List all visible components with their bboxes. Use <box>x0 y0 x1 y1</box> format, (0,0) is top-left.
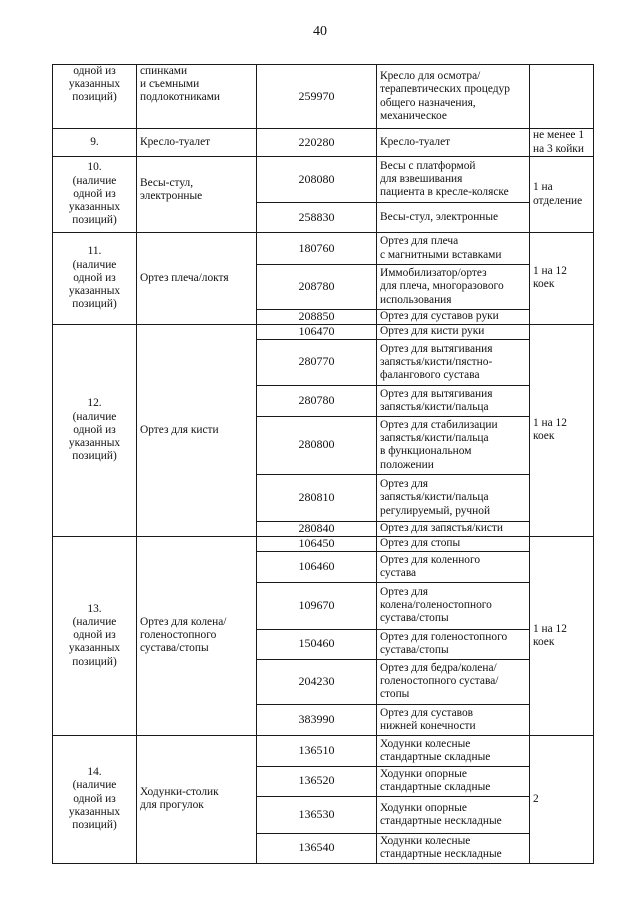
code-cell: 180760 <box>257 233 377 265</box>
code-cell: 106450 <box>257 536 377 551</box>
equipment-name-cell: Ортез для кисти <box>137 324 257 536</box>
code-cell: 259970 <box>257 65 377 129</box>
item-name-cell: Ортез для суставов руки <box>377 310 530 325</box>
table-row <box>53 324 594 339</box>
row-number-cell: 13. (наличие одной из указанных позиций) <box>53 536 137 735</box>
code-cell: 280770 <box>257 339 377 385</box>
item-name-cell: Ортез для стабилизации запястья/кисти/пальца в функциональном положении <box>377 416 530 474</box>
item-name-cell: Ортез для голеностопного сустава/стопы <box>377 629 530 659</box>
item-name-cell: Ортез для запястья/кисти <box>377 521 530 536</box>
page-number: 40 <box>313 24 327 39</box>
equipment-name-cell: Кресло-туалет <box>137 129 257 157</box>
item-name-cell: Ходунки колесные стандартные складные <box>377 735 530 766</box>
table-row <box>53 65 594 129</box>
item-name-cell: Ортез для запястья/кисти/пальца регулируемый, ручной <box>377 474 530 521</box>
equipment-name-cell: Ортез для колена/ голеностопного сустава/стопы <box>137 536 257 735</box>
row-number-cell: 9. <box>53 129 137 157</box>
item-name-cell: Ортез для стопы <box>377 536 530 551</box>
equipment-table <box>52 64 594 864</box>
code-cell: 150460 <box>257 629 377 659</box>
item-name-cell: Ортез для коленного сустава <box>377 551 530 582</box>
code-cell: 220280 <box>257 129 377 157</box>
item-name-cell: Весы с платформой для взвешивания пациента в кресле-коляске <box>377 157 530 203</box>
row-number-cell: 14. (наличие одной из указанных позиций) <box>53 735 137 863</box>
item-name-cell: Ходунки колесные стандартные нескладные <box>377 833 530 863</box>
code-cell: 136510 <box>257 735 377 766</box>
row-number-cell: 11. (наличие одной из указанных позиций) <box>53 233 137 325</box>
table-row <box>53 233 594 265</box>
item-name-cell: Ортез для кисти руки <box>377 324 530 339</box>
row-number-cell: 10. (наличие одной из указанных позиций) <box>53 157 137 233</box>
item-name-cell: Кресло для осмотра/ терапевтических процедур общего назначения, механическое <box>377 65 530 129</box>
code-cell: 280810 <box>257 474 377 521</box>
item-name-cell: Ортез для бедра/колена/ голеностопного сустава/ стопы <box>377 659 530 704</box>
table-row <box>53 536 594 551</box>
row-number-cell: одной из указанных позиций) <box>53 65 137 129</box>
code-cell: 280840 <box>257 521 377 536</box>
table-row <box>53 157 594 203</box>
item-name-cell: Ортез для плеча с магнитными вставками <box>377 233 530 265</box>
code-cell: 136540 <box>257 833 377 863</box>
equipment-name-cell: Ходунки-столик для прогулок <box>137 735 257 863</box>
quantity-cell: 1 на 12 коек <box>530 324 594 536</box>
item-name-cell: Ходунки опорные стандартные складные <box>377 766 530 796</box>
code-cell: 136520 <box>257 766 377 796</box>
item-name-cell: Ортез для колена/голеностопного сустава/стопы <box>377 582 530 629</box>
code-cell: 258830 <box>257 203 377 233</box>
code-cell: 280780 <box>257 385 377 416</box>
code-cell: 208780 <box>257 265 377 310</box>
code-cell: 280800 <box>257 416 377 474</box>
item-name-cell: Ортез для вытягивания запястья/кисти/пястно- фалангового сустава <box>377 339 530 385</box>
code-cell: 106460 <box>257 551 377 582</box>
quantity-cell: не менее 1 на 3 койки <box>530 129 594 157</box>
quantity-cell: 1 на отделение <box>530 157 594 233</box>
equipment-name-cell: Ортез плеча/локтя <box>137 233 257 325</box>
equipment-name-cell: Весы-стул, электронные <box>137 157 257 233</box>
row-number-cell: 12. (наличие одной из указанных позиций) <box>53 324 137 536</box>
code-cell: 204230 <box>257 659 377 704</box>
item-name-cell: Весы-стул, электронные <box>377 203 530 233</box>
quantity-cell: 1 на 12 коек <box>530 536 594 735</box>
equipment-name-cell: спинками и съемными подлокотниками <box>137 65 257 129</box>
item-name-cell: Ортез для суставов нижней конечности <box>377 704 530 735</box>
code-cell: 208850 <box>257 310 377 325</box>
item-name-cell: Иммобилизатор/ортез для плеча, многоразового использования <box>377 265 530 310</box>
code-cell: 106470 <box>257 324 377 339</box>
quantity-cell: 2 <box>530 735 594 863</box>
code-cell: 208080 <box>257 157 377 203</box>
item-name-cell: Ортез для вытягивания запястья/кисти/пальца <box>377 385 530 416</box>
code-cell: 383990 <box>257 704 377 735</box>
code-cell: 136530 <box>257 796 377 833</box>
code-cell: 109670 <box>257 582 377 629</box>
item-name-cell: Ходунки опорные стандартные нескладные <box>377 796 530 833</box>
table-row <box>53 735 594 766</box>
quantity-cell <box>530 65 594 129</box>
table-row <box>53 129 594 157</box>
item-name-cell: Кресло-туалет <box>377 129 530 157</box>
quantity-cell: 1 на 12 коек <box>530 233 594 325</box>
